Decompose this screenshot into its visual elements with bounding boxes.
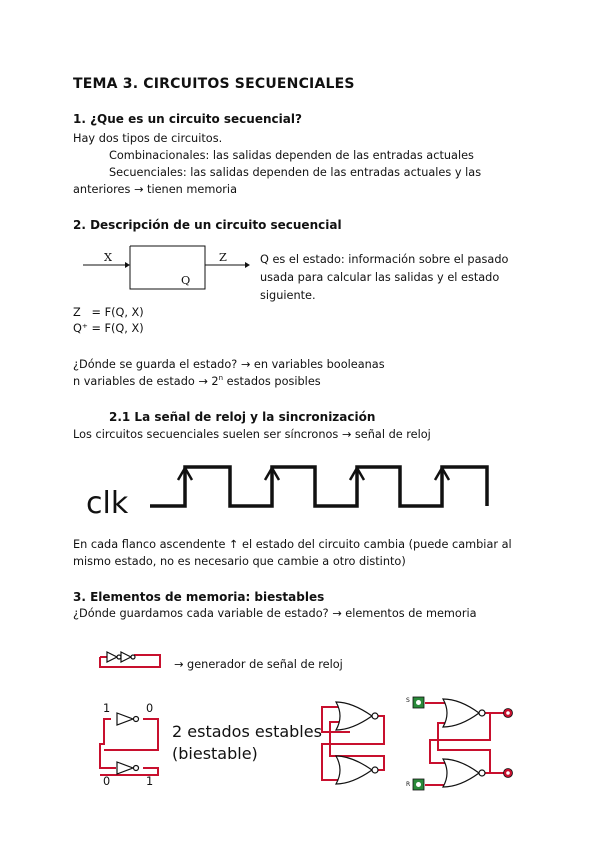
- s1-line-2: Combinacionales: las salidas dependen de las entradas actuales: [109, 149, 474, 162]
- bistable-text-2: (biestable): [172, 744, 258, 763]
- output-label: Z: [219, 251, 227, 264]
- bistable-value-bottom-right: 1: [146, 775, 154, 788]
- state-count-post: estados posibles: [223, 375, 321, 388]
- state-count-exp: n: [218, 374, 224, 382]
- input-r-box: [413, 779, 424, 790]
- s1-line-3: Secuenciales: las salidas dependen de las entradas actuales y las: [109, 166, 482, 179]
- page-title: TEMA 3. CIRCUITOS SECUENCIALES: [73, 76, 355, 92]
- s1-line-1: Hay dos tipos de circuitos.: [73, 132, 223, 145]
- section-2-heading: 2. Descripción de un circuito secuencial: [73, 218, 342, 232]
- section-21-heading: 2.1 La señal de reloj y la sincronización: [109, 410, 376, 424]
- s21-para-1: En cada flanco ascendente ↑ el estado del circuito cambia (puede cambiar al: [73, 538, 512, 551]
- bistable-text-1: 2 estados estables: [172, 722, 322, 741]
- equation-qplus: Q⁺ = F(Q, X): [73, 322, 144, 335]
- state-count-pre: n variables de estado → 2: [73, 375, 219, 388]
- s21-line-1: Los circuitos secuenciales suelen ser síncronos → señal de reloj: [73, 428, 431, 441]
- clk-label: clk: [86, 486, 129, 521]
- section-1-heading: 1. ¿Que es un circuito secuencial?: [73, 112, 302, 126]
- state-desc-1: Q es el estado: información sobre el pasado: [260, 253, 509, 266]
- sim-nor-top: [443, 699, 479, 727]
- bistable-value-top-right: 0: [146, 702, 154, 715]
- bistable-value-top-left: 1: [103, 702, 111, 715]
- input-label: X: [104, 251, 113, 264]
- input-s-label: S: [406, 697, 410, 704]
- s21-para-2: mismo estado, no es necesario que cambie a otro distinto): [73, 555, 406, 568]
- bistable-value-bottom-left: 0: [103, 775, 111, 788]
- s3-line-1: ¿Dónde guardamos cada variable de estado? → elementos de memoria: [73, 607, 477, 620]
- state-label: Q: [181, 274, 191, 287]
- output-qn-led: [504, 769, 513, 778]
- output-q-led: [504, 709, 513, 718]
- sim-nor-bottom: [443, 759, 479, 787]
- state-desc-2: usada para calcular las salidas y el estado: [260, 271, 500, 284]
- input-s-box: [413, 697, 424, 708]
- s1-line-4: anteriores → tienen memoria: [73, 183, 237, 196]
- state-question: ¿Dónde se guarda el estado? → en variables booleanas: [73, 358, 385, 371]
- section-3-heading: 3. Elementos de memoria: biestables: [73, 590, 325, 604]
- generator-label: → generador de señal de reloj: [174, 658, 343, 671]
- input-r-label: R: [406, 781, 411, 788]
- equation-z: Z = F(Q, X): [73, 306, 144, 319]
- state-desc-3: siguiente.: [260, 289, 316, 302]
